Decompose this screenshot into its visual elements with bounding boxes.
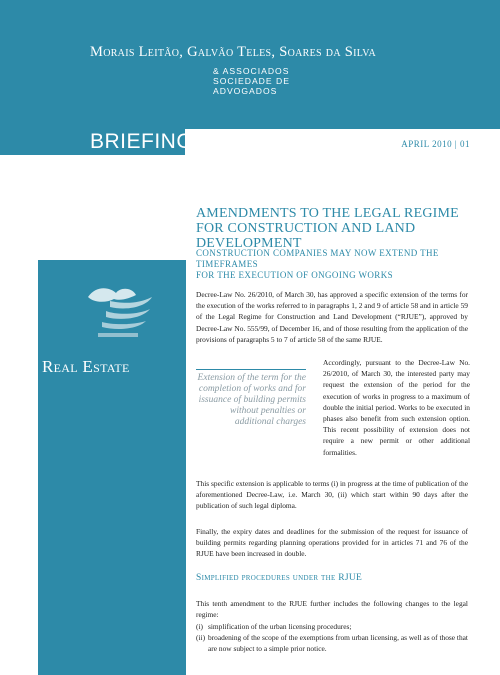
list-item-number: (i): [196, 622, 203, 631]
paragraph-3: This specific extension is applicable to terms (i) in progress at the time of publication of the aforementioned Decree-Law, i.e. March 30, (ii) which start within 90 days after the publication of such legal diploma.: [196, 479, 468, 511]
pull-quote-rule: [196, 369, 306, 370]
list-item-number: (ii): [196, 633, 206, 642]
list-item-text: broadening of the scope of the exemptions from urban licensing, as well as of those that are now subject to a simple prior notice.: [208, 633, 468, 654]
paragraph-1: Decree-Law No. 26/2010, of March 30, has approved a specific extension of the terms for the execution of the works referred to in paragraphs 1, 2 and 9 of article 58 and in article 59 of the Legal Regime for Construction and Land Development (“RJUE”), approved by Decree-Law No. 555/99, of December 16, and of those resulting from the application of the provisions of paragraphs 5 to 7 of article 58 of the same RJUE.: [196, 290, 468, 344]
briefing-label: BRIEFING: [90, 130, 194, 153]
pull-quote: Extension of the term for the completion of works and for issuance of building permits without penalties or additional charges: [197, 373, 306, 427]
subtitle-line-1: CONSTRUCTION COMPANIES MAY NOW EXTEND THE TIMEFRAMES: [196, 248, 439, 269]
issue-date: APRIL 2010 | 01: [401, 139, 470, 149]
firm-associates: [213, 66, 290, 96]
paragraph-5: This tenth amendment to the RJUE further includes the following changes to the legal regime:: [196, 599, 468, 620]
title-line-2: FOR CONSTRUCTION AND LAND DEVELOPMENT: [196, 221, 416, 251]
article-subtitle: [196, 248, 500, 281]
paragraph-4: Finally, the expiry dates and deadlines for the submission of the request for issuance of building permits regarding planning operations provided for in articles 71 and 76 of the RJUE have been increased in double.: [196, 527, 468, 559]
article-title: [196, 206, 500, 251]
firm-name: Morais Leitão, Galvão Teles, Soares da Silva: [90, 44, 377, 60]
subtitle-line-2: FOR THE EXECUTION OF ONGOING WORKS: [196, 270, 394, 280]
list-item-text: simplification of the urban licensing procedures;: [208, 622, 352, 631]
abstract-sculpture-logo-icon: [80, 275, 160, 345]
practice-area-label: Real Estate: [42, 357, 130, 376]
assoc-line-1: & ASSOCIADOS: [213, 66, 290, 76]
title-line-1: AMENDMENTS TO THE LEGAL REGIME: [196, 206, 459, 221]
paragraph-2: Accordingly, pursuant to the Decree-Law No. 26/2010, of March 30, the interested party may request the extension of the period for the execution of works in progress to a maximum of double the initial period. Works to be executed in phases also benefit from such extension option. This recent possibility of extension does not require a new permit or other additional formalities.: [323, 358, 470, 457]
assoc-line-2: SOCIEDADE DE: [213, 76, 290, 86]
section-heading: Simplified procedures under the RJUE: [196, 573, 363, 583]
assoc-line-3: ADVOGADOS: [213, 86, 278, 96]
